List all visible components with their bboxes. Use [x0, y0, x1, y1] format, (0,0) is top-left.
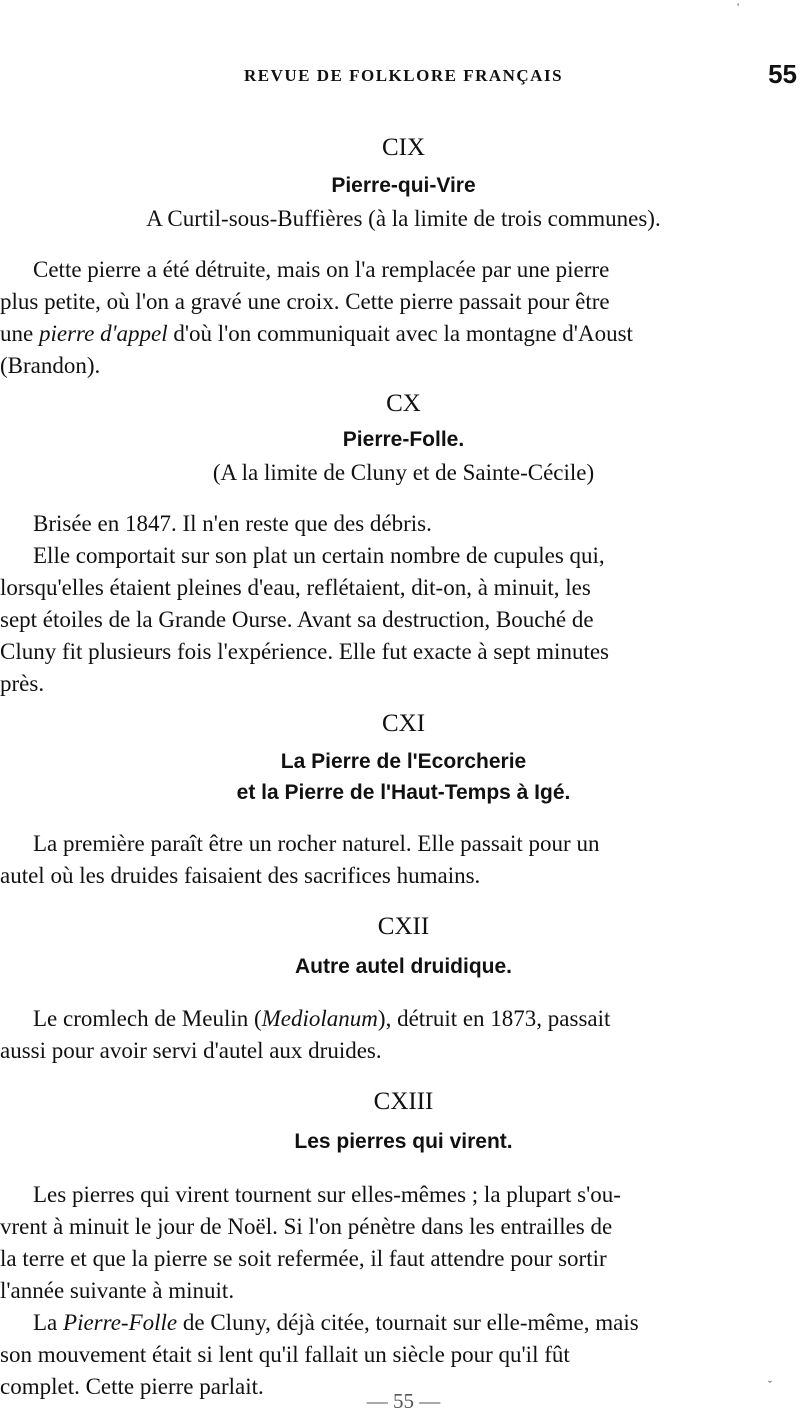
section-title: Les pierres qui virent. — [294, 1130, 513, 1153]
paragraph-line — [0, 1003, 804, 1035]
paragraph — [0, 508, 804, 540]
section-number: CXI — [381, 710, 426, 737]
paragraph-line: Les pierres qui virent tournent sur elles-mêmes ; la plupart s'ou- — [33, 1182, 621, 1207]
section-subtitle: A Curtil-sous-Buffières (à la limite de trois communes). — [146, 206, 661, 231]
paragraph-line: Cette pierre a été détruite, mais on l'a remplacée par une pierre — [33, 257, 610, 282]
paragraph — [0, 1003, 804, 1067]
paragraph-line: près. — [0, 671, 45, 696]
paragraph-line: vrent à minuit le jour de Noël. Si l'on pénètre dans les entrailles de — [0, 1214, 613, 1239]
section-number: CX — [386, 390, 421, 417]
section-subtitle: (A la limite de Cluny et de Sainte-Cécile) — [212, 460, 595, 485]
paragraph-line: complet. Cette pierre parlait. — [0, 1374, 264, 1399]
paragraph-line: La première paraît être un rocher naturel. Elle passait pour un — [33, 831, 600, 856]
paragraph-line: l'année suivante à minuit. — [0, 1278, 235, 1303]
section-number: CXII — [377, 913, 430, 940]
paragraph — [0, 828, 804, 892]
text-run: ), détruit en 1873, passait — [377, 1006, 611, 1031]
section-title: et la Pierre de l'Haut-Temps à Igé. — [236, 781, 571, 804]
paragraph-line: son mouvement était si lent qu'il fallait un siècle pour qu'il fût — [0, 1342, 570, 1367]
text-run: une — [0, 321, 39, 346]
text-run: d'où l'on communiquait avec la montagne d'Aoust — [167, 321, 633, 346]
paragraph-line: Brisée en 1847. Il n'en reste que des débris. — [33, 511, 432, 536]
paragraph-line: la terre et que la pierre se soit refermée, il faut attendre pour sortir — [0, 1246, 607, 1271]
paragraph — [0, 540, 804, 700]
paragraph-line: Elle comportait sur son plat un certain nombre de cupules qui, — [33, 543, 605, 568]
paragraph-line: sept étoiles de la Grande Ourse. Avant sa destruction, Bouché de — [0, 607, 594, 632]
italic-term: Pierre-Folle — [63, 1310, 178, 1335]
section-title: Autre autel druidique. — [294, 955, 512, 978]
paragraph-line: plus petite, où l'on a gravé une croix. Cette pierre passait pour être — [0, 289, 610, 314]
page-folio: — 55 — — [366, 1389, 441, 1413]
paragraph-line: aussi pour avoir servi d'autel aux druides. — [0, 1038, 382, 1063]
text-run: de Cluny, déjà citée, tournait sur elle-même, mais — [177, 1310, 639, 1335]
paragraph-line — [0, 318, 804, 350]
paragraph-line — [0, 1307, 804, 1339]
paragraph — [0, 254, 804, 382]
paragraph-line: Cluny fit plusieurs fois l'expérience. Elle fut exacte à sept minutes — [0, 639, 609, 664]
paragraph — [0, 1179, 804, 1307]
text-run: La — [33, 1310, 64, 1335]
section-title: Pierre-Folle. — [342, 428, 465, 451]
italic-term: Mediolanum — [261, 1006, 378, 1031]
page-number: 55 — [768, 59, 797, 89]
scan-speck: ' — [737, 0, 740, 14]
section-title: La Pierre de l'Ecorcherie — [280, 750, 527, 773]
scan-speck: ˇ — [768, 1378, 772, 1392]
section-title: Pierre-qui-Vire — [331, 174, 476, 197]
paragraph-line: (Brandon). — [0, 353, 101, 378]
section-number: CIX — [381, 134, 426, 161]
section-number: CXIII — [373, 1088, 434, 1115]
paragraph-line: autel où les druides faisaient des sacrifices humains. — [0, 863, 481, 888]
paragraph-line: lorsqu'elles étaient pleines d'eau, reflétaient, dit-on, à minuit, les — [0, 575, 591, 600]
italic-term: pierre d'appel — [38, 321, 168, 346]
running-header: REVUE DE FOLKLORE FRANÇAIS — [243, 66, 564, 85]
text-run: Le cromlech de Meulin ( — [33, 1006, 262, 1031]
